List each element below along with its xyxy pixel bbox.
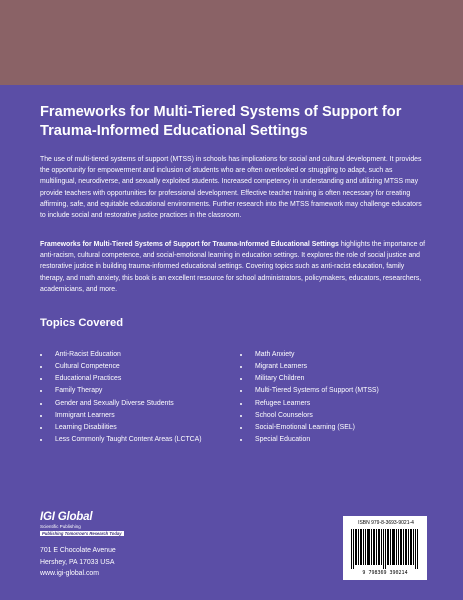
topics-list-left [40, 349, 240, 446]
topic-label: Multi-Tiered Systems of Support (MTSS) [255, 387, 379, 395]
topics-list-right [240, 349, 440, 446]
paragraph-book-title: Frameworks for Multi-Tiered Systems of Support for Trauma-Informed Educational Settings [40, 241, 339, 248]
topic-item [240, 373, 440, 385]
topic-label: Special Education [255, 436, 311, 444]
topic-label: Anti-Racist Education [55, 351, 121, 358]
bullet-icon [240, 390, 242, 392]
book-title [40, 103, 440, 141]
igi-global-logo [40, 511, 122, 541]
topic-label: Military Children [255, 375, 305, 383]
topic-item [40, 434, 240, 446]
bullet-icon [40, 354, 42, 356]
bullet-icon [240, 427, 242, 429]
topic-label: School Counselors [255, 411, 313, 419]
bullet-icon [40, 390, 42, 392]
bullet-icon [240, 415, 242, 417]
description-paragraph-1: The use of multi-tiered systems of support (MTSS) in schools has implications for social and cultural development. It provides the opportunity for empowerment and inclusion of students who are often overlooked or struggling to adapt, such as multilingual, neurodiverse, and sexually exploited students. Increased competency in understanding and utilizing MTSS may provide teachers with opportunities for professional development. Effective teacher training is often necessary for creating affirming, safe, and equitable educational environments. Further research into the MTSS framework may challenge educators to include social and restorative justice practices in the classroom. [40, 156, 422, 220]
topic-label: Cultural Competence [55, 363, 120, 371]
topic-item [240, 361, 440, 373]
topic-label: Less Commonly Taught Content Areas (LCTCA) [55, 436, 202, 444]
topic-label: Refugee Learners [255, 399, 311, 407]
bullet-icon [40, 427, 42, 429]
topic-label: Learning Disabilities [55, 423, 117, 431]
bullet-icon [40, 439, 42, 441]
bullet-icon [240, 403, 242, 405]
publisher-address [40, 545, 116, 580]
topic-label: Math Anxiety [255, 351, 295, 358]
topic-item [40, 361, 240, 373]
address-line-2: Hershey, PA 17033 USA [40, 558, 115, 566]
isbn-label: ISBN 979-8-3693-9021-4 [358, 520, 414, 526]
description-paragraph-2 [40, 239, 428, 295]
topic-item [240, 410, 440, 422]
topic-item [240, 398, 440, 410]
paragraph-2-text: highlights the importance of anti-racism, cultural competence, and social-emotional learning in education settings. It explores the role of social justice and restorative justice in building trauma-informed educational settings. Covering topics such as anti-racist education, family therapy, and math anxiety, this book is an excellent resource for school administrators, policymakers, educators, researchers, academicians, and more. [40, 241, 426, 293]
book-title-line-2: Trauma-Informed Educational Settings [40, 123, 308, 139]
topic-item [40, 385, 240, 397]
topic-item [40, 398, 240, 410]
topic-item [240, 385, 440, 397]
topic-label: Educational Practices [55, 375, 122, 383]
topic-label: Immigrant Learners [55, 411, 115, 419]
book-title-line-1: Frameworks for Multi-Tiered Systems of Support for [40, 104, 402, 120]
publisher-website: www.igi-global.com [40, 570, 99, 577]
barcode-number: 9 798369 390214 [362, 570, 408, 576]
topic-item [40, 422, 240, 434]
logo-tagline: Publishing Tomorrow's Research Today [42, 531, 122, 536]
topic-item [240, 349, 440, 361]
isbn-barcode [343, 516, 427, 580]
topic-item [40, 410, 240, 422]
logo-subtitle: Scientific Publishing [40, 524, 81, 529]
bullet-icon [40, 366, 42, 368]
barcode-icon [351, 529, 419, 569]
topic-item [240, 434, 440, 446]
topic-label: Gender and Sexually Diverse Students [55, 399, 174, 407]
topics-heading: Topics Covered [40, 317, 124, 329]
topic-label: Family Therapy [55, 387, 103, 395]
logo-name: IGI Global [40, 511, 93, 523]
topic-item [240, 422, 440, 434]
topic-item [40, 349, 240, 361]
bullet-icon [240, 439, 242, 441]
bullet-icon [40, 403, 42, 405]
bullet-icon [240, 366, 242, 368]
bullet-icon [240, 354, 242, 356]
bullet-icon [240, 378, 242, 380]
bullet-icon [40, 415, 42, 417]
topic-label: Migrant Learners [255, 363, 308, 371]
top-color-band [0, 0, 463, 85]
topic-label: Social-Emotional Learning (SEL) [255, 423, 355, 431]
bullet-icon [40, 378, 42, 380]
address-line-1: 701 E Chocolate Avenue [40, 547, 116, 554]
topic-item [40, 373, 240, 385]
